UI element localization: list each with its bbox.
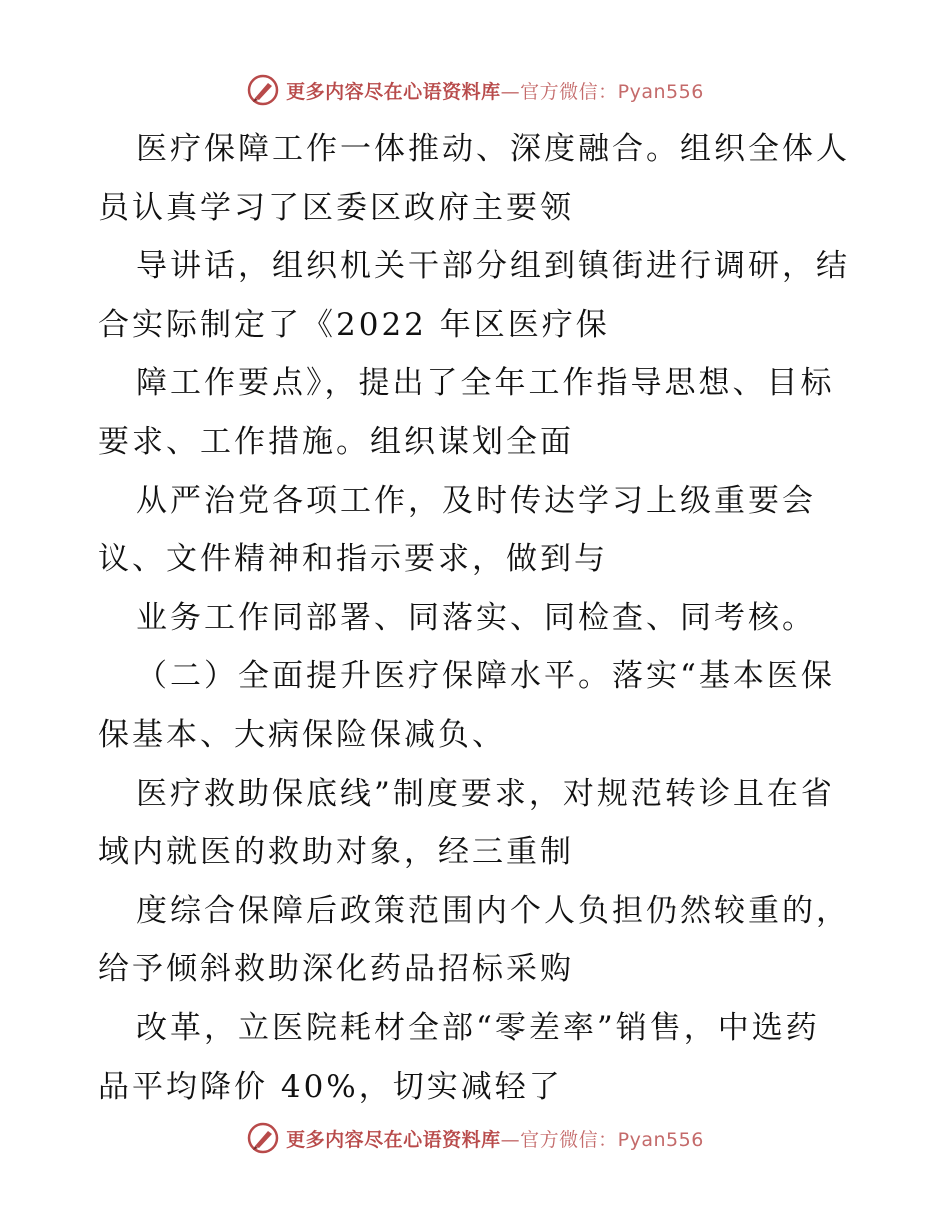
text-line: 医疗保障工作一体推动、深度融合。组织全体人 bbox=[136, 131, 850, 167]
watermark-banner-top bbox=[246, 73, 704, 107]
text-line: 障工作要点》，提出了全年工作指导思想、目标 bbox=[136, 365, 835, 402]
text-line: 导讲话，组织机关干部分组到镇街进行调研，结 bbox=[136, 248, 850, 285]
text-line: 业务工作同部署、同落实、同检查、同考核。 bbox=[136, 599, 816, 636]
document-body bbox=[98, 120, 858, 1116]
page-footer bbox=[0, 1118, 950, 1158]
page-header bbox=[0, 70, 950, 110]
watermark-banner-bottom bbox=[246, 1121, 704, 1155]
text-line: 合实际制定了《2022 年区医疗保 bbox=[98, 306, 610, 343]
text-line: 医疗救助保底线”制度要求，对规范转诊且在省 bbox=[136, 775, 835, 812]
text-line: 给予倾斜救助深化药品招标采购 bbox=[98, 951, 574, 988]
text-line: （二）全面提升医疗保障水平。落实“基本医保 bbox=[136, 658, 835, 695]
text-line: 品平均降价 40%，切实减轻了 bbox=[98, 1068, 563, 1105]
text-line: 要求、工作措施。组织谋划全面 bbox=[98, 423, 574, 460]
text-line: 议、文件精神和指示要求，做到与 bbox=[98, 541, 608, 578]
pen-logo-icon bbox=[246, 1121, 280, 1155]
text-line: 员认真学习了区委区政府主要领 bbox=[98, 189, 574, 226]
pen-logo-icon bbox=[246, 73, 280, 107]
text-line: 改革，立医院耗材全部“零差率”销售，中选药 bbox=[136, 1009, 820, 1046]
watermark-text: 更多内容尽在心语资料库—官方微信：Pyan556 bbox=[286, 80, 704, 103]
text-line: 度综合保障后政策范围内个人负担仍然较重的， bbox=[136, 892, 850, 929]
text-line: 从严治党各项工作，及时传达学习上级重要会 bbox=[136, 482, 816, 519]
text-line: 保基本、大病保险保减负、 bbox=[98, 716, 506, 753]
watermark-text: 更多内容尽在心语资料库—官方微信：Pyan556 bbox=[286, 1128, 704, 1151]
text-line: 域内就医的救助对象，经三重制 bbox=[98, 834, 574, 871]
